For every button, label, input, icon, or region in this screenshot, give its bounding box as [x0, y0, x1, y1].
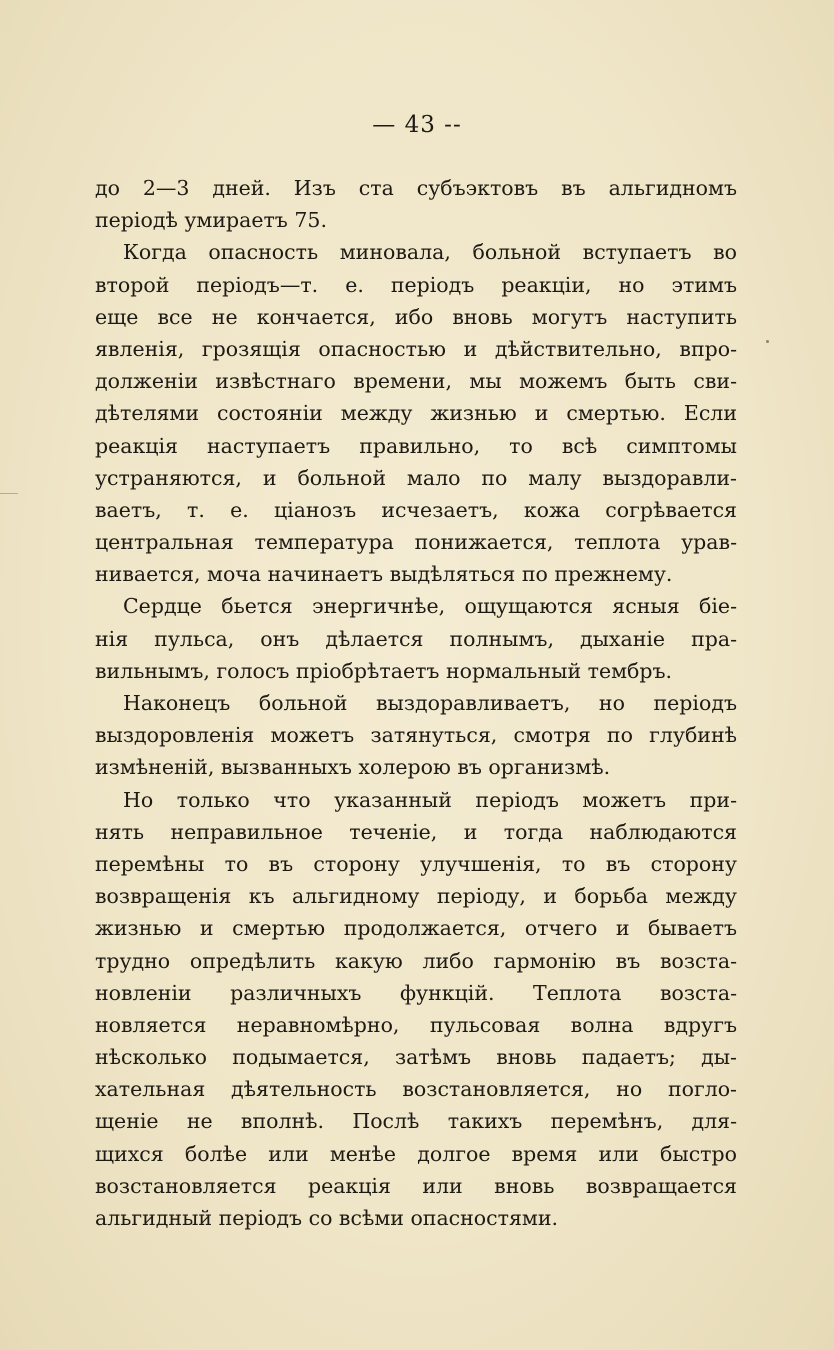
text-line: щихся болѣе или менѣе долгое время или быстро	[95, 1141, 737, 1166]
text-line: выздоровленія можетъ затянуться, смотря по глубинѣ	[95, 723, 737, 748]
text-line: вильнымъ, голосъ пріобрѣтаетъ нормальный тембръ.	[95, 658, 673, 683]
text-line: нять неправильное теченіе, и тогда наблюдаются	[95, 819, 737, 844]
text-line: жизнью и смертью продолжается, отчего и бываетъ	[95, 916, 737, 941]
text-line: центральная температура понижается, теплота урав-	[95, 530, 737, 555]
text-line: щеніе не вполнѣ. Послѣ такихъ перемѣнъ, для-	[95, 1109, 737, 1134]
text-line: возвращенія къ альгидному періоду, и борьба между	[95, 884, 737, 909]
text-line: явленія, грозящія опасностью и дѣйствительно, впро-	[95, 336, 737, 361]
text-line: устраняются, и больной мало по малу выздоравли-	[95, 465, 737, 490]
text-line: нѣсколько подымается, затѣмъ вновь падаетъ; ды-	[95, 1045, 737, 1070]
text-line: нивается, моча начинаетъ выдѣляться по прежнему.	[95, 562, 673, 587]
text-line: долженіи извѣстнаго времени, мы можемъ быть сви-	[95, 369, 737, 394]
margin-dot	[766, 340, 769, 343]
margin-mark	[0, 493, 18, 494]
text-line: измѣненій, вызванныхъ холерою въ организмѣ.	[95, 755, 611, 780]
text-line: хательная дѣятельность возстановляется, но погло-	[95, 1077, 737, 1102]
text-line: второй періодъ—т. е. періодъ реакціи, но этимъ	[95, 272, 737, 297]
text-line: трудно опредѣлить какую либо гармонію въ возста-	[95, 948, 737, 973]
text-line: новляется неравномѣрно, пульсовая волна вдругъ	[95, 1012, 737, 1037]
text-line: Сердце бьется энергичнѣе, ощущаются ясныя біе-	[123, 594, 737, 619]
text-line: ваетъ, т. е. ціанозъ исчезаетъ, кожа согрѣвается	[95, 497, 737, 522]
text-line: Но только что указанный періодъ можетъ при-	[123, 787, 737, 812]
text-line: реакція наступаетъ правильно, то всѣ симптомы	[95, 433, 737, 458]
text-line: новленіи различныхъ функцій. Теплота возста-	[95, 980, 737, 1005]
text-line: періодѣ умираетъ 75.	[95, 208, 327, 233]
text-line: Наконецъ больной выздоравливаетъ, но періодъ	[123, 691, 737, 715]
text-line: еще все не кончается, ибо вновь могутъ наступить	[95, 304, 737, 329]
text-line: перемѣны то въ сторону улучшенія, то въ сторону	[95, 851, 737, 876]
text-line: нія пульса, онъ дѣлается полнымъ, дыханіе пра-	[95, 626, 737, 651]
text-line: до 2—3 дней. Изъ ста субъэктовъ въ альгидномъ	[95, 176, 737, 200]
text-line: альгидный періодъ со всѣми опасностями.	[95, 1206, 559, 1230]
text-line: возстановляется реакція или вновь возвращается	[95, 1173, 737, 1198]
page-number: — 43 --	[372, 112, 462, 138]
body-text	[95, 172, 737, 1234]
text-line: Когда опасность миновала, больной вступаетъ во	[123, 240, 737, 265]
text-line: дѣтелями состояніи между жизнью и смертью. Если	[95, 401, 737, 426]
